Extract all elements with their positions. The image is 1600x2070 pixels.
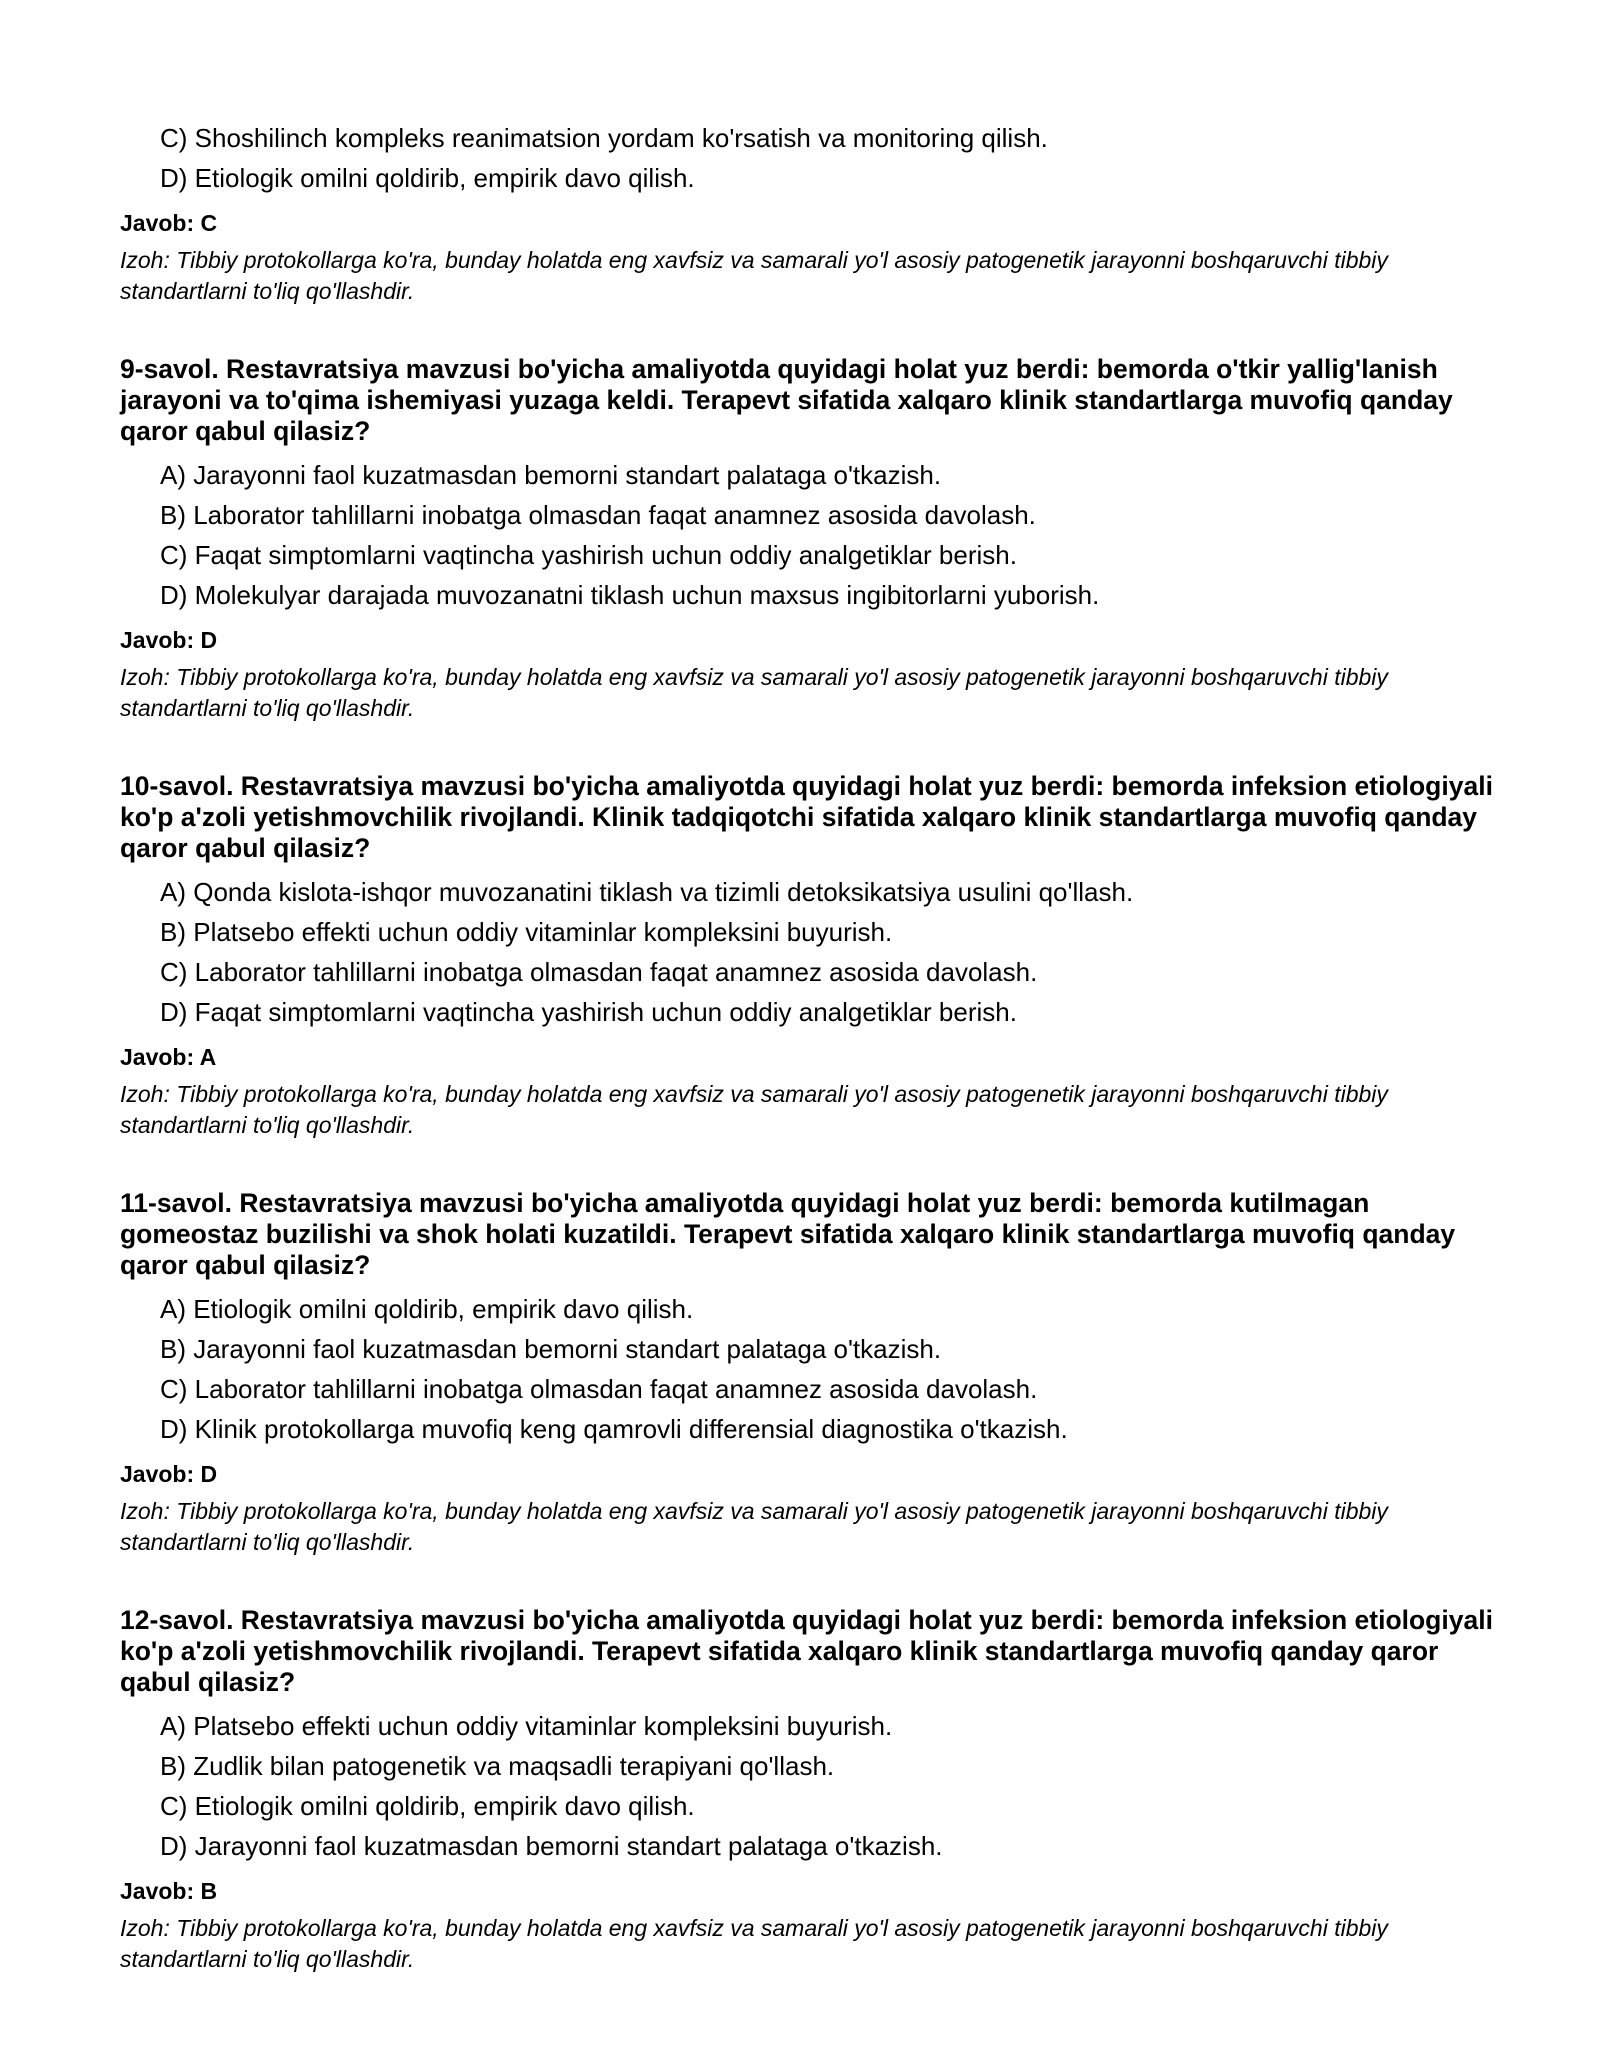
option-a: A) Qonda kislota-ishqor muvozanatini tiklash va tizimli detoksikatsiya usulini qo'llash. [160, 877, 1134, 907]
question-text: 10-savol. Restavratsiya mavzusi bo'yicha amaliyotda quyidagi holat yuz berdi: bemorda infeksion etiologiyali ko'p a'zoli yetishmovchilik rivojlandi. Klinik tadqiqotchi sifatida xalqaro klinik standartlarga muvofiq qanday qaror qabul qilasiz? [120, 771, 1493, 863]
document-page [120, 118, 1510, 1975]
option-c: C) Laborator tahlillarni inobatga olmasdan faqat anamnez asosida davolash. [160, 1374, 1038, 1404]
question-text: 11-savol. Restavratsiya mavzusi bo'yicha amaliyotda quyidagi holat yuz berdi: bemorda kutilmagan gomeostaz buzilishi va shok holati kuzatildi. Terapevt sifatida xalqaro klinik standartlarga muvofiq qanday qaror qabul qilasiz? [120, 1188, 1456, 1280]
option-d: D) Faqat simptomlarni vaqtincha yashirish uchun oddiy analgetiklar berish. [160, 997, 1017, 1027]
option-b: B) Platsebo effekti uchun oddiy vitaminlar kompleksini buyurish. [160, 917, 893, 947]
explanation-note: Izoh: Tibbiy protokollarga ko'ra, bunday holatda eng xavfsiz va samarali yo'l asosiy patogenetik jarayonni boshqaruvchi tibbiy standartlarni to'liq qo'llashdir. [120, 247, 1388, 304]
answer-label: Javob: C [120, 210, 218, 236]
question-text: 9-savol. Restavratsiya mavzusi bo'yicha amaliyotda quyidagi holat yuz berdi: bemorda o'tkir yallig'lanish jarayoni va to'qima ishemiyasi yuzaga keldi. Terapevt sifatida xalqaro klinik standartlarga muvofiq qanday qaror qabul qilasiz? [120, 354, 1453, 446]
explanation-note: Izoh: Tibbiy protokollarga ko'ra, bunday holatda eng xavfsiz va samarali yo'l asosiy patogenetik jarayonni boshqaruvchi tibbiy standartlarni to'liq qo'llashdir. [120, 1915, 1388, 1972]
answer-label: Javob: D [120, 1461, 218, 1487]
question-text: 12-savol. Restavratsiya mavzusi bo'yicha amaliyotda quyidagi holat yuz berdi: bemorda infeksion etiologiyali ko'p a'zoli yetishmovchilik rivojlandi. Terapevt sifatida xalqaro klinik standartlarga muvofiq qanday qaror qabul qilasiz? [120, 1605, 1493, 1697]
option-a: A) Platsebo effekti uchun oddiy vitaminlar kompleksini buyurish. [160, 1711, 893, 1741]
option-a: A) Jarayonni faol kuzatmasdan bemorni standart palataga o'tkazish. [160, 460, 942, 490]
option-c: C) Faqat simptomlarni vaqtincha yashirish uchun oddiy analgetiklar berish. [160, 540, 1017, 570]
option-d: D) Molekulyar darajada muvozanatni tiklash uchun maxsus ingibitorlarni yuborish. [160, 580, 1100, 610]
option-b: B) Zudlik bilan patogenetik va maqsadli terapiyani qo'llash. [160, 1751, 835, 1781]
question-block-9 [120, 354, 1510, 724]
option-b: B) Laborator tahlillarni inobatga olmasdan faqat anamnez asosida davolash. [160, 500, 1036, 530]
option-c: C) Shoshilinch kompleks reanimatsion yordam ko'rsatish va monitoring qilish. [160, 123, 1048, 153]
explanation-note: Izoh: Tibbiy protokollarga ko'ra, bunday holatda eng xavfsiz va samarali yo'l asosiy patogenetik jarayonni boshqaruvchi tibbiy standartlarni to'liq qo'llashdir. [120, 1498, 1388, 1555]
answer-label: Javob: D [120, 627, 218, 653]
answer-label: Javob: B [120, 1878, 218, 1904]
explanation-note: Izoh: Tibbiy protokollarga ko'ra, bunday holatda eng xavfsiz va samarali yo'l asosiy patogenetik jarayonni boshqaruvchi tibbiy standartlarni to'liq qo'llashdir. [120, 664, 1388, 721]
explanation-note: Izoh: Tibbiy protokollarga ko'ra, bunday holatda eng xavfsiz va samarali yo'l asosiy patogenetik jarayonni boshqaruvchi tibbiy standartlarni to'liq qo'llashdir. [120, 1081, 1388, 1138]
answer-label: Javob: A [120, 1044, 217, 1070]
question-block-11 [120, 1188, 1510, 1558]
option-d: D) Jarayonni faol kuzatmasdan bemorni standart palataga o'tkazish. [160, 1831, 943, 1861]
option-a: A) Etiologik omilni qoldirib, empirik davo qilish. [160, 1294, 694, 1324]
option-c: C) Etiologik omilni qoldirib, empirik davo qilish. [160, 1791, 695, 1821]
question-block-10 [120, 771, 1510, 1141]
option-d: D) Etiologik omilni qoldirib, empirik davo qilish. [160, 163, 695, 193]
option-b: B) Jarayonni faol kuzatmasdan bemorni standart palataga o'tkazish. [160, 1334, 942, 1364]
option-c: C) Laborator tahlillarni inobatga olmasdan faqat anamnez asosida davolash. [160, 957, 1038, 987]
option-d: D) Klinik protokollarga muvofiq keng qamrovli differensial diagnostika o'tkazish. [160, 1414, 1068, 1444]
question-8-tail [120, 118, 1510, 307]
question-block-12 [120, 1605, 1510, 1975]
